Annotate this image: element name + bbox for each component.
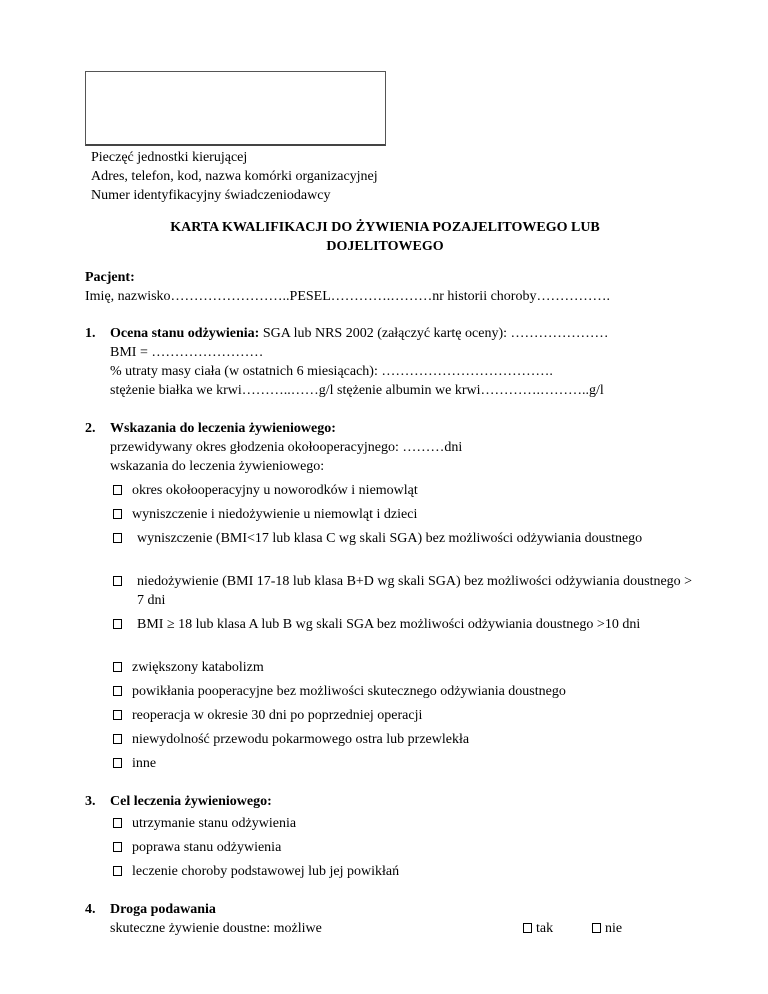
checkbox[interactable]	[113, 533, 122, 543]
goal-option[interactable]	[113, 814, 296, 833]
option-label: inne	[132, 756, 157, 771]
indication-option[interactable]	[113, 529, 643, 567]
section-4-number: 4.	[85, 902, 96, 917]
indication-option[interactable]	[113, 754, 156, 773]
header-line-stamp: Pieczęć jednostki kierującej	[91, 150, 248, 165]
checkbox[interactable]	[113, 842, 122, 852]
indication-option[interactable]	[113, 505, 417, 524]
section-4-heading: Droga podawania	[110, 902, 216, 917]
yes-label: tak	[536, 921, 554, 936]
option-label: niewydolność przewodu pokarmowego ostra lub przewlekła	[132, 732, 470, 747]
checkbox[interactable]	[113, 818, 122, 828]
section-2-heading: Wskazania do leczenia żywieniowego:	[110, 421, 336, 436]
indication-option[interactable]	[113, 706, 422, 725]
header-line-address: Adres, telefon, kod, nazwa komórki organizacyjnej	[91, 169, 378, 184]
checkbox[interactable]	[113, 662, 122, 672]
section-2-number: 2.	[85, 421, 96, 436]
checkbox[interactable]	[113, 734, 122, 744]
section-3-number: 3.	[85, 794, 96, 809]
checkbox[interactable]	[113, 509, 122, 519]
checkbox[interactable]	[113, 619, 122, 629]
oral-feeding-yes-option[interactable]	[523, 919, 553, 938]
option-label: poprawa stanu odżywienia	[132, 840, 282, 855]
bmi-line: BMI = ……………………	[110, 345, 264, 360]
option-label: utrzymanie stanu odżywienia	[132, 816, 297, 831]
section-1-title: Ocena stanu odżywienia:	[110, 326, 260, 341]
section-1-heading	[110, 324, 609, 343]
indication-option[interactable]	[113, 658, 264, 677]
section-3-heading: Cel leczenia żywieniowego:	[110, 794, 272, 809]
checkbox[interactable]	[523, 923, 532, 933]
document-title	[85, 218, 685, 256]
goal-option[interactable]	[113, 862, 399, 881]
option-label: niedożywienie (BMI 17-18 lub klasa B+D wg skali SGA) bez możliwości odżywiania doustnego > 7 dni	[137, 574, 693, 608]
header-line-id: Numer identyfikacyjny świadczeniodawcy	[91, 188, 331, 203]
patient-label: Pacjent:	[85, 270, 135, 285]
no-label: nie	[605, 921, 623, 936]
option-label: wyniszczenie i niedożywienie u niemowląt i dzieci	[132, 507, 418, 522]
indication-option[interactable]	[113, 572, 693, 610]
option-label: BMI ≥ 18 lub klasa A lub B wg skali SGA bez możliwości odżywiania doustnego >10 dni	[137, 617, 641, 632]
section-1-title-rest: SGA lub NRS 2002 (załączyć kartę oceny): …………………	[259, 326, 609, 341]
checkbox[interactable]	[113, 710, 122, 720]
checkbox[interactable]	[113, 866, 122, 876]
option-label: wyniszczenie (BMI<17 lub klasa C wg skali SGA) bez możliwości odżywiania doustnego	[137, 531, 643, 546]
checkbox[interactable]	[113, 485, 122, 495]
oral-feeding-no-option[interactable]	[592, 919, 622, 938]
protein-albumin-line: stężenie białka we krwi………..……g/l stężenie albumin we krwi………….………..g/l	[110, 383, 604, 398]
checkbox[interactable]	[113, 686, 122, 696]
indication-option[interactable]	[113, 481, 418, 500]
option-label: powikłania pooperacyjne bez możliwości skutecznego odżywiania doustnego	[132, 684, 566, 699]
checkbox[interactable]	[113, 576, 122, 586]
option-label: zwiększony katabolizm	[132, 660, 264, 675]
option-label: reoperacja w okresie 30 dni po poprzedniej operacji	[132, 708, 423, 723]
checkbox[interactable]	[592, 923, 601, 933]
fasting-period-line: przewidywany okres głodzenia okołooperacyjnego: ………dni	[110, 440, 463, 455]
title-line-1: KARTA KWALIFIKACJI DO ŻYWIENIA POZAJELITOWEGO LUB	[170, 220, 600, 235]
institution-header	[91, 148, 378, 205]
section-1-number: 1.	[85, 326, 96, 341]
stamp-box	[85, 71, 386, 146]
indication-option[interactable]	[113, 682, 566, 701]
option-label: leczenie choroby podstawowej lub jej powikłań	[132, 864, 400, 879]
title-line-2: DOJELITOWEGO	[326, 239, 444, 254]
option-label: okres okołooperacyjny u noworodków i niemowląt	[132, 483, 418, 498]
indications-subheading: wskazania do leczenia żywieniowego:	[110, 459, 325, 474]
indication-option[interactable]	[113, 730, 469, 749]
indication-option[interactable]	[113, 615, 641, 653]
goal-option[interactable]	[113, 838, 281, 857]
oral-feeding-line: skuteczne żywienie doustne: możliwe	[110, 921, 322, 936]
weight-loss-line: % utraty masy ciała (w ostatnich 6 miesiącach): ……………………………….	[110, 364, 553, 379]
checkbox[interactable]	[113, 758, 122, 768]
patient-details-line: Imię, nazwisko……………………..PESEL………….………nr historii choroby…………….	[85, 289, 610, 304]
